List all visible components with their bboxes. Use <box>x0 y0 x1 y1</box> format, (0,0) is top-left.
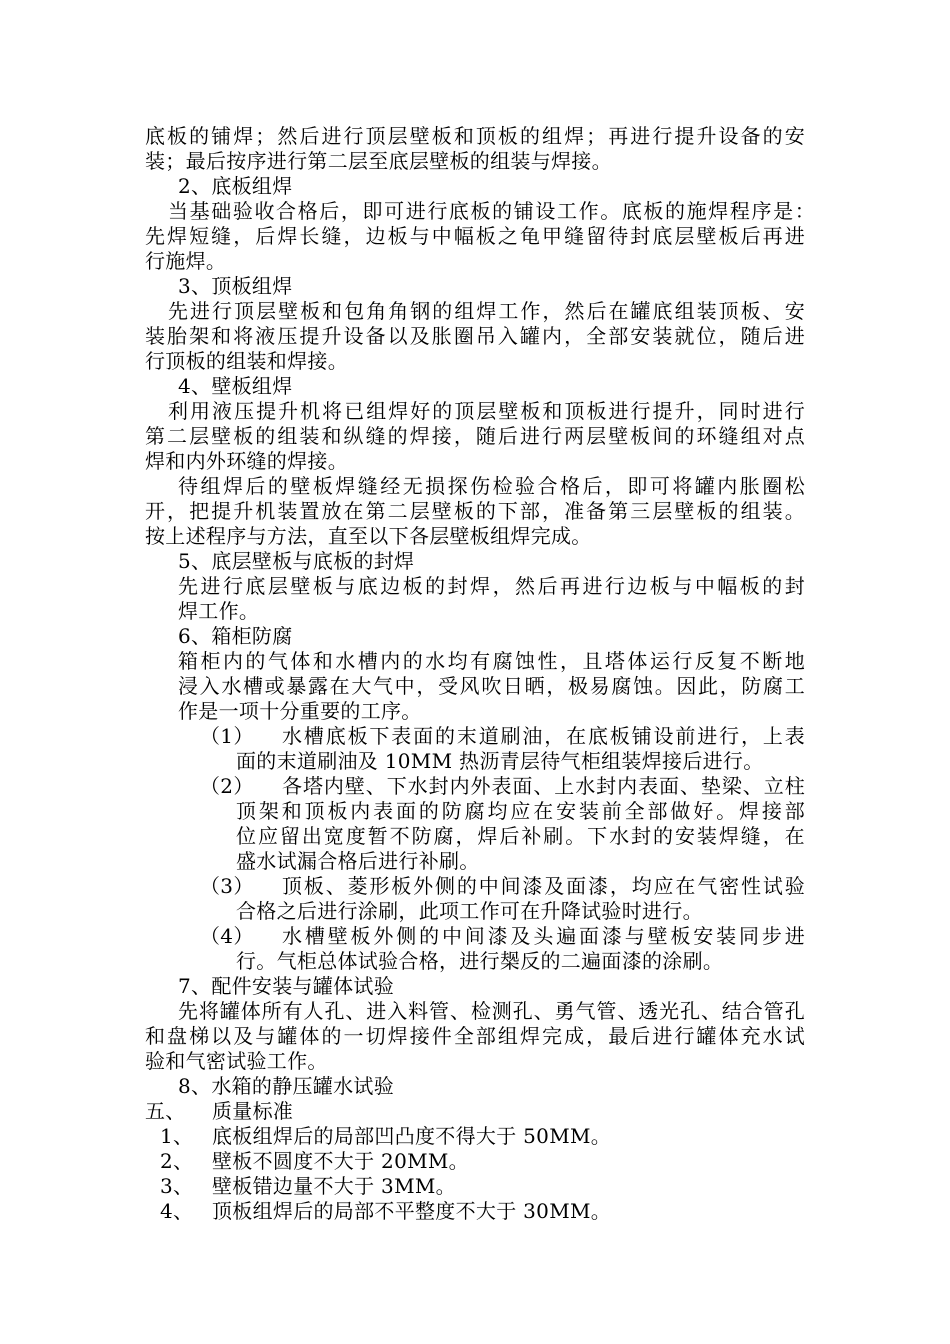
text-line: 按上述程序与方法，直至以下各层壁板组焊完成。 <box>145 524 592 548</box>
text-line: 行施焊。 <box>145 249 227 273</box>
text-line: 先将罐体所有人孔、进入料管、检测孔、勇气管、透光孔、结合管孔 <box>178 999 805 1023</box>
list-item-text: 壁板错边量不大于 3MM。 <box>212 1174 456 1198</box>
list-item-text: 顶板组焊后的局部不平整度不大于 30MM。 <box>212 1199 612 1223</box>
text-line: 和盘梯以及与罐体的一切焊接件全部组焊完成，最后进行罐体充水试 <box>145 1024 805 1048</box>
text-line: 待组焊后的壁板焊缝经无损探伤检验合格后，即可将罐内胀圈松 <box>178 474 805 498</box>
list-number: （2） <box>200 774 254 798</box>
list-number: 3、 <box>160 1174 194 1198</box>
list-number: （1） <box>200 724 254 748</box>
text-line: 开，把提升机装置放在第二层壁板的下部，准备第三层壁板的组装。 <box>145 499 805 523</box>
list-item-text: 合格之后进行涂刷，此项工作可在升降试验时进行。 <box>236 899 703 923</box>
list-item-text: 壁板不圆度不大于 20MM。 <box>212 1149 469 1173</box>
text-line: 焊工作。 <box>178 599 260 623</box>
list-number: （4） <box>200 924 254 948</box>
text-line: 先焊短缝，后焊长缝，边板与中幅板之龟甲缝留待封底层壁板后再进 <box>145 224 805 248</box>
list-number: （3） <box>200 874 254 898</box>
section-heading: 6、箱柜防腐 <box>178 624 293 648</box>
text-line: 先进行底层壁板与底边板的封焊，然后再进行边板与中幅板的封 <box>178 574 805 598</box>
section-heading: 8、水箱的静压罐水试验 <box>178 1074 395 1098</box>
list-item-text: 顶板、菱形板外侧的中间漆及面漆，均应在气密性试验 <box>282 874 805 898</box>
text-line: 装胎架和将液压提升设备以及胀圈吊入罐内，全部安装就位，随后进 <box>145 324 805 348</box>
text-line: 当基础验收合格后，即可进行底板的铺设工作。底板的施焊程序是： <box>168 199 815 223</box>
text-line: 浸入水槽或暴露在大气中，受风吹日晒，极易腐蚀。因此，防腐工 <box>178 674 805 698</box>
list-item-text: 水槽底板下表面的末道刷油，在底板铺设前进行，上表 <box>282 724 805 748</box>
text-line: 作是一项十分重要的工序。 <box>178 699 422 723</box>
section-heading: 4、壁板组焊 <box>178 374 293 398</box>
text-line: 装；最后按序进行第二层至底层壁板的组装与焊接。 <box>145 149 612 173</box>
text-line: 验和气密试验工作。 <box>145 1049 328 1073</box>
list-item-text: 顶架和顶板内表面的防腐均应在安装前全部做好。焊接部 <box>236 799 805 823</box>
list-item-text: 行。气柜总体试验合格，进行椝反的二遍面漆的涂刷。 <box>236 949 724 973</box>
text-line: 利用液压提升机将已组焊好的顶层壁板和顶板进行提升，同时进行 <box>168 399 805 423</box>
section-heading: 3、顶板组焊 <box>178 274 293 298</box>
text-line: 第二层壁板的组装和纵缝的焊接，随后进行两层壁板间的环缝组对点 <box>145 424 805 448</box>
chapter-heading: 质量标准 <box>212 1099 294 1123</box>
list-item-text: 盛水试漏合格后进行补刷。 <box>236 849 480 873</box>
text-line: 行顶板的组装和焊接。 <box>145 349 348 373</box>
text-line: 箱柜内的气体和水槽内的水均有腐蚀性，且塔体运行反复不断地 <box>178 649 805 673</box>
section-heading: 7、配件安装与罐体试验 <box>178 974 395 998</box>
list-item-text: 水槽壁板外侧的中间漆及头遍面漆与壁板安装同步进 <box>282 924 805 948</box>
list-item-text: 底板组焊后的局部凹凸度不得大于 50MM。 <box>212 1124 612 1148</box>
list-item-text: 各塔内壁、下水封内外表面、上水封内表面、垫梁、立柱 <box>282 774 805 798</box>
list-item-text: 面的末道刷油及 10MM 热沥青层待气柜组装焊接后进行。 <box>236 749 764 773</box>
text-line: 先进行顶层壁板和包角角钢的组焊工作，然后在罐底组装顶板、安 <box>168 299 805 323</box>
text-line: 底板的铺焊；然后进行顶层壁板和顶板的组焊；再进行提升设备的安 <box>145 124 805 148</box>
section-heading: 5、底层壁板与底板的封焊 <box>178 549 415 573</box>
chapter-number: 五、 <box>145 1099 186 1123</box>
section-heading: 2、底板组焊 <box>178 174 293 198</box>
list-item-text: 位应留出宽度暂不防腐，焊后补刷。下水封的安装焊缝，在 <box>236 824 805 848</box>
list-number: 1、 <box>160 1124 194 1148</box>
list-number: 4、 <box>160 1199 194 1223</box>
list-number: 2、 <box>160 1149 194 1173</box>
text-line: 焊和内外环缝的焊接。 <box>145 449 348 473</box>
